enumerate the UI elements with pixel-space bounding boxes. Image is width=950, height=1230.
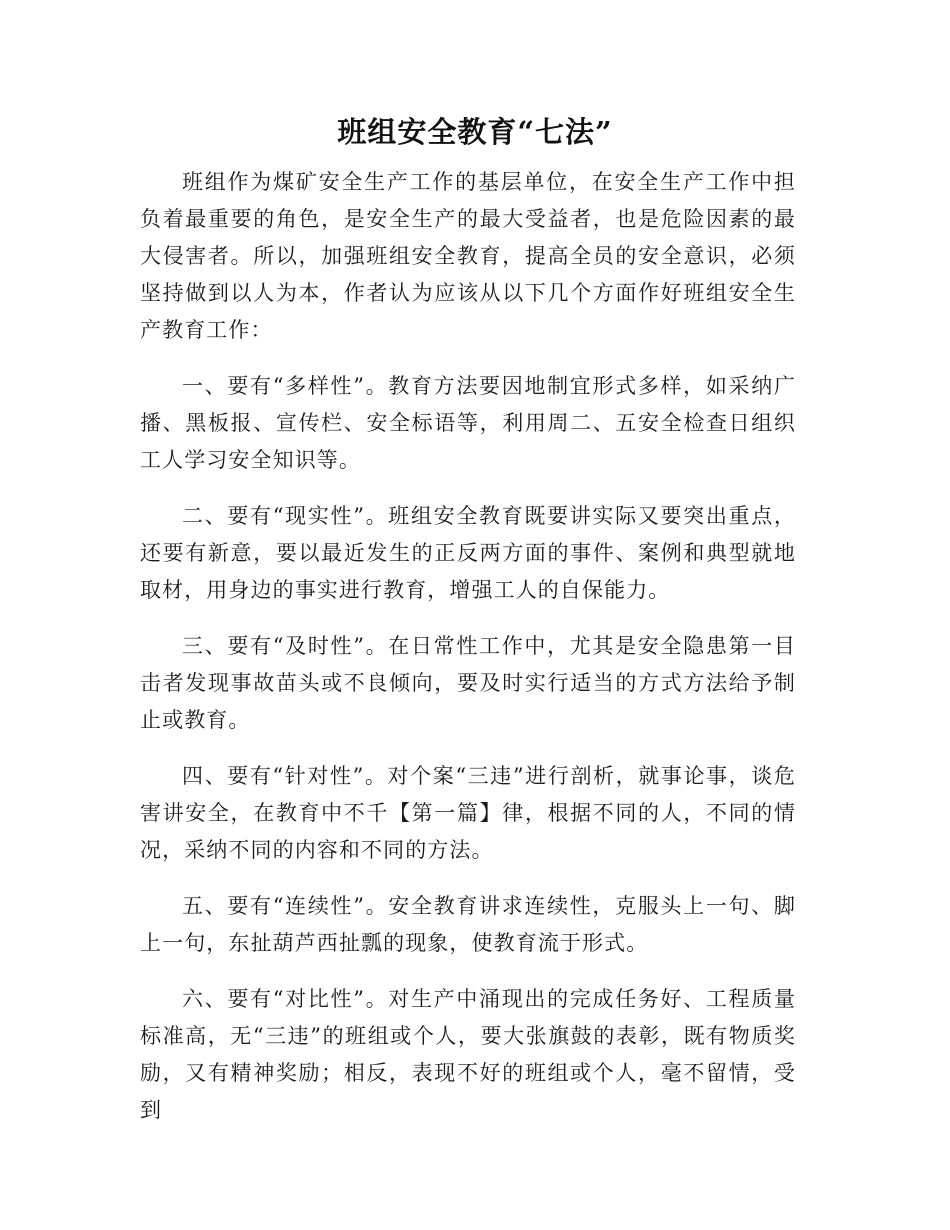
paragraph-diversity: 一、要有“多样性”。教育方法要因地制宜形式多样，如采纳广播、黑板报、宣传栏、安全标语等，利用周二、五安全检查日组织工人学习安全知识等。: [140, 374, 796, 472]
paragraph-intro: 班组作为煤矿安全生产工作的基层单位，在安全生产工作中担负着最重要的角色，是安全生产的最大受益者，也是危险因素的最大侵害者。所以，加强班组安全教育，提高全员的安全意识，必须坚持做到以人为本，作者认为应该从以下几个方面作好班组安全生产教育工作：: [140, 170, 796, 342]
paragraph-timeliness: 三、要有“及时性”。在日常性工作中，尤其是安全隐患第一目击者发现事故苗头或不良倾向，要及时实行适当的方式方法给予制止或教育。: [140, 634, 796, 732]
paragraph-reality: 二、要有“现实性”。班组安全教育既要讲实际又要突出重点，还要有新意，要以最近发生的正反两方面的事件、案例和典型就地取材，用身边的事实进行教育，增强工人的自保能力。: [140, 504, 796, 602]
document-body: [140, 164, 796, 1148]
paragraph-pertinence: 四、要有“针对性”。对个案“三违”进行剖析，就事论事，谈危害讲安全，在教育中不千【第一篇】律，根据不同的人，不同的情况，采纳不同的内容和不同的方法。: [140, 764, 796, 862]
paragraph-contrast: 六、要有“对比性”。对生产中涌现出的完成任务好、工程质量标准高，无“三违”的班组或个人，要大张旗鼓的表彰，既有物质奖励，又有精神奖励；相反，表现不好的班组或个人，毫不留情，受到: [140, 987, 796, 1122]
document-title: 班组安全教育“七法”: [337, 115, 613, 149]
paragraph-continuity: 五、要有“连续性”。安全教育讲求连续性，克服头上一句、脚上一句，东扯葫芦西扯瓢的现象，使教育流于形式。: [140, 894, 796, 955]
